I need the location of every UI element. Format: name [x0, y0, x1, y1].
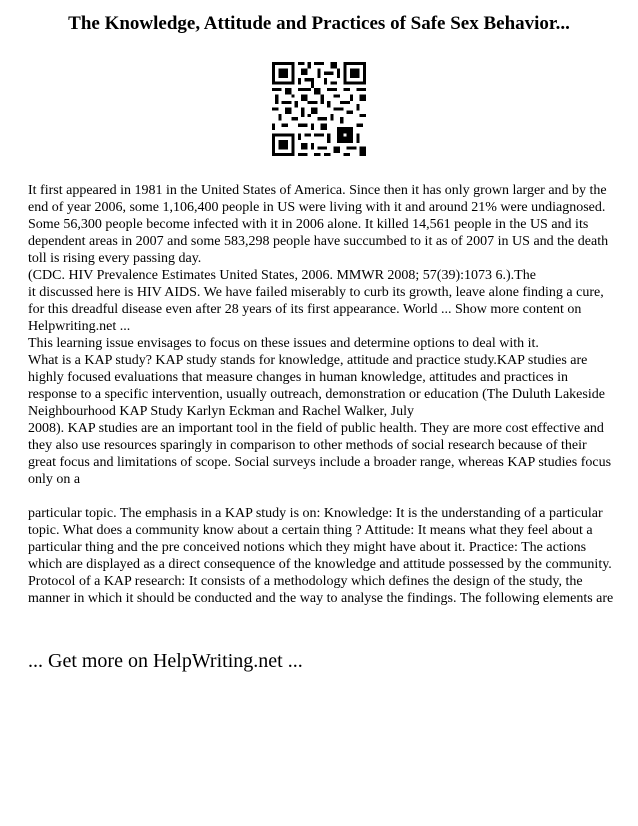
paragraph: particular topic. The emphasis in a KAP study is on: Knowledge: It is the understanding of a particular topic. What does a community know about a certain thing ? Attitude: It means what they feel about a particular thing and the pre conceived notions which they might have about it. Practice: The actions which are displayed as a direct consequence of the knowledge and attitude possessed by the community. — [28, 506, 612, 572]
qr-code-icon — [272, 62, 366, 156]
paragraph: it discussed here is HIV AIDS. We have failed miserably to curb its growth, leave alone finding a cure, for this dreadful disease even after 28 years of its first appearance. World ... Show more content on Helpwriting.net ... — [28, 285, 604, 334]
paragraph-gap — [28, 488, 614, 505]
document-title: The Knowledge, Attitude and Practices of Safe Sex Behavior... — [68, 13, 570, 34]
paragraph: 2008). KAP studies are an important tool in the field of public health. They are more cost effective and they also use resources sparingly in comparison to other methods of social research because of their great focus and limitations of scope. Social surveys include a broader range, whereas KAP studies focus only on a — [28, 421, 612, 487]
paragraph: (CDC. HIV Prevalence Estimates United States, 2006. MMWR 2008; 57(39):1073 6.).The — [28, 268, 536, 283]
paragraph: This learning issue envisages to focus on these issues and determine options to deal with it. — [28, 336, 539, 351]
document-body — [28, 182, 614, 607]
get-more-link[interactable]: ... Get more on HelpWriting.net ... — [28, 650, 303, 672]
paragraph: What is a KAP study? KAP study stands for knowledge, attitude and practice study.KAP studies are highly focused evaluations that measure changes in human knowledge, attitudes and practices in response to a specific intervention, usually outreach, demonstration or education (The Duluth Lakeside Neighbourhood KAP Study Karlyn Eckman and Rachel Walker, July — [28, 353, 605, 419]
paragraph: It first appeared in 1981 in the United States of America. Since then it has only grown larger and by the end of year 2006, some 1,106,400 people in US were living with it and around 21% were undiagnosed. Some 56,300 people become infected with it in 2006 alone. It killed 14,561 people in the US and its dependent areas in 2007 and some 583,298 people have succumbed to it as of 2007 in US and the death toll is rising every passing day. — [28, 183, 609, 266]
paragraph: Protocol of a KAP research: It consists of a methodology which defines the design of the study, the manner in which it should be conducted and the way to analyse the findings. The following elements are — [28, 574, 614, 606]
